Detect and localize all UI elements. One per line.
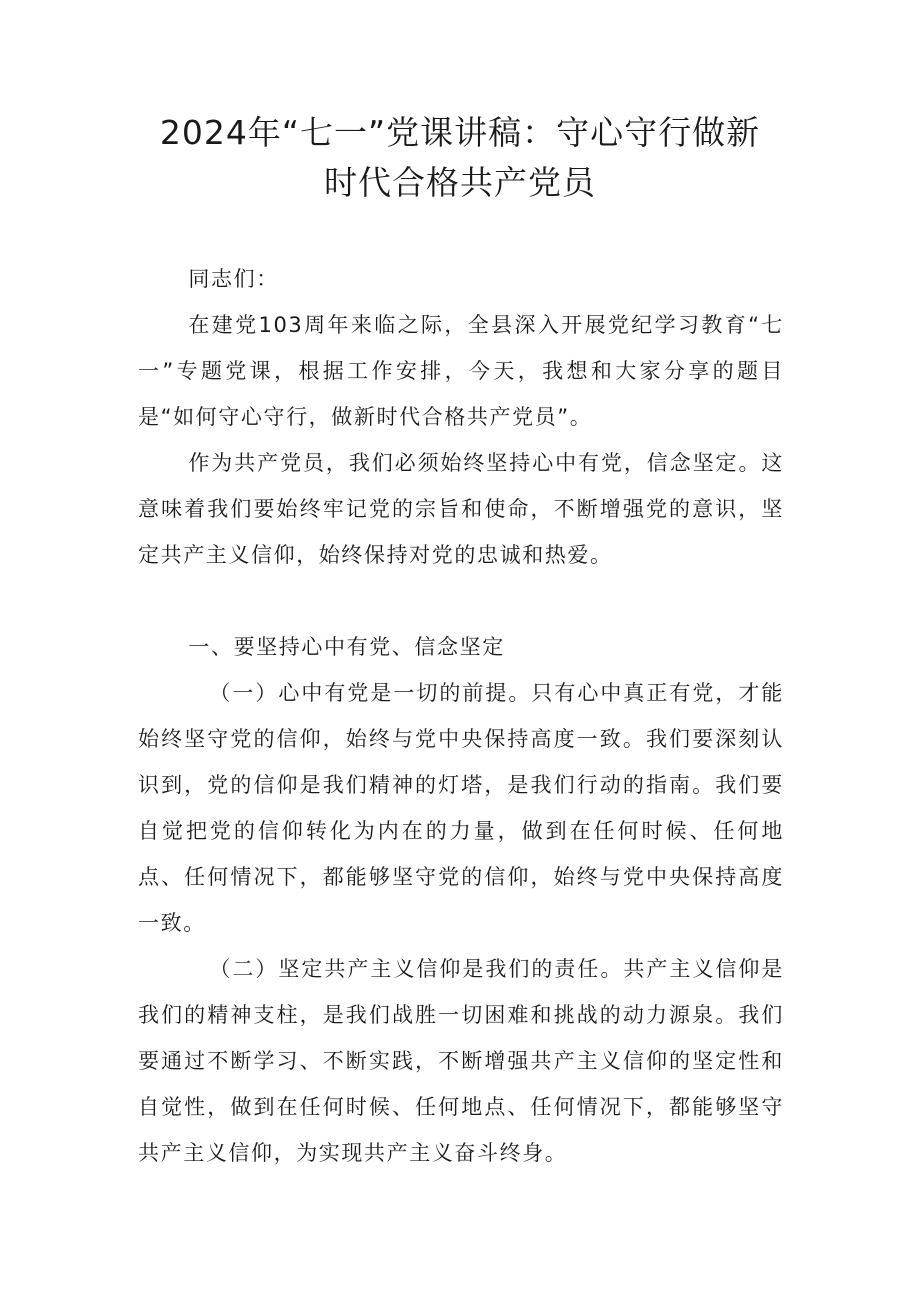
paragraph-intro: 在建党103周年来临之际，全县深入开展党纪学习教育“七一”专题党课，根据工作安排，今天，我想和大家分享的题目是“如何守心守行，做新时代合格共产党员”。 — [138, 313, 784, 429]
salutation: 同志们： — [188, 267, 279, 291]
title-line-1: 2024年“七一”党课讲稿：守心守行做新 — [159, 113, 761, 152]
section-item-1: （一）心中有党是一切的前提。只有心中真正有党，才能始终坚守党的信仰，始终与党中央保持高度一致。我们要深刻认识到，党的信仰是我们精神的灯塔，是我们行动的指南。我们要自觉把党的信仰转化为内在的力量，做到在任何时候、任何地点、任何情况下，都能够坚守党的信仰，始终与党中央保持高度一致。 — [138, 681, 784, 935]
document-body — [138, 256, 784, 1176]
paragraph-overview: 作为共产党员，我们必须始终坚持心中有党，信念坚定。这意味着我们要始终牢记党的宗旨和使命，不断增强党的意识，坚定共产主义信仰，始终保持对党的忠诚和热爱。 — [138, 451, 784, 567]
section-item-2: （二）坚定共产主义信仰是我们的责任。共产主义信仰是我们的精神支柱，是我们战胜一切困难和挑战的动力源泉。我们要通过不断学习、不断实践，不断增强共产主义信仰的坚定性和自觉性，做到在任何时候、任何地点、任何情况下，都能够坚守共产主义信仰，为实现共产主义奋斗终身。 — [138, 957, 784, 1165]
section-heading: 一、要坚持心中有党、信念坚定 — [188, 635, 505, 659]
title-line-2: 时代合格共产党员 — [324, 163, 596, 202]
document-title — [120, 108, 800, 208]
